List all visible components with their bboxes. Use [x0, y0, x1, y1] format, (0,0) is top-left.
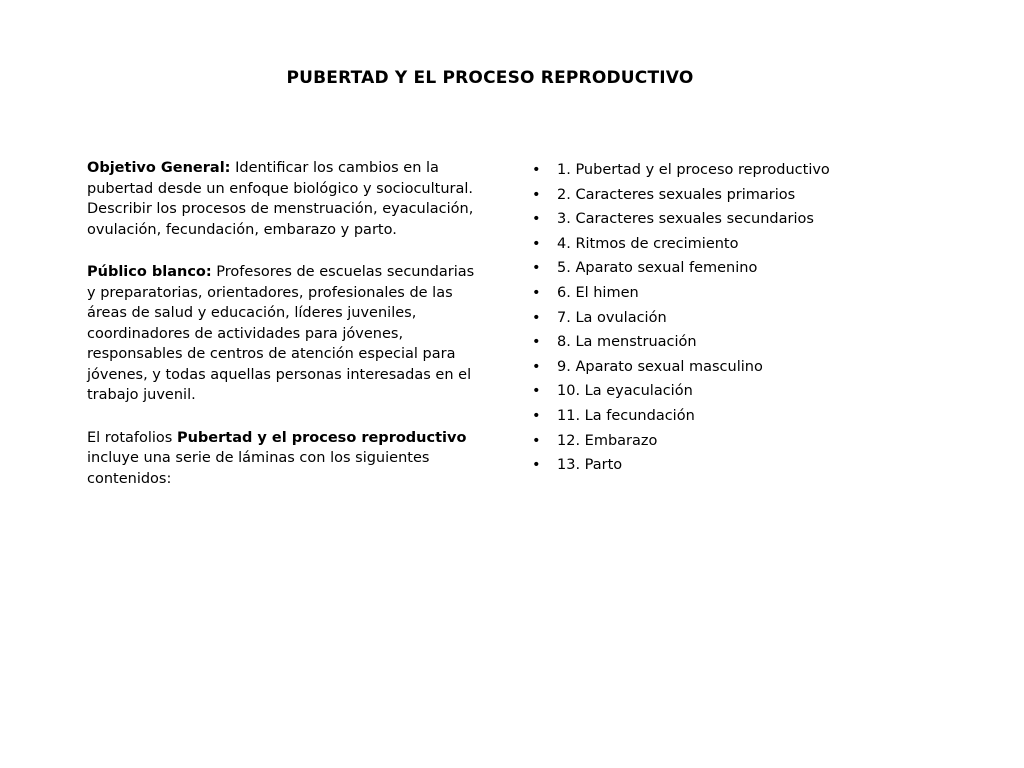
contents-item-label: 4. Ritmos de crecimiento [557, 235, 739, 252]
bullet-icon: • [532, 407, 541, 424]
description-column [87, 158, 487, 511]
contents-item-label: 12. Embarazo [557, 432, 658, 449]
bullet-icon: • [532, 186, 541, 203]
contents-item [532, 232, 952, 257]
bullet-icon: • [532, 457, 541, 474]
contents-item [532, 183, 952, 208]
objective-paragraph [87, 158, 487, 240]
bullet-icon: • [532, 383, 541, 400]
contents-item [532, 158, 952, 183]
bullet-icon: • [532, 309, 541, 326]
audience-label: Público blanco: [87, 264, 212, 280]
contents-item-label: 5. Aparato sexual femenino [557, 260, 758, 277]
bullet-icon: • [532, 334, 541, 351]
contents-item [532, 306, 952, 331]
contents-item-label: 6. El himen [557, 284, 639, 301]
contents-item-label: 1. Pubertad y el proceso reproductivo [557, 162, 830, 178]
contents-item [532, 355, 952, 380]
intro-suffix: incluye una serie de láminas con los siguientes contenidos: [87, 450, 430, 487]
contents-item [532, 379, 952, 404]
objective-text: Identificar los cambios en la pubertad desde un enfoque biológico y sociocultural. Describir los procesos de menstruación, eyaculación, ovulación, fecundación, embarazo y parto. [87, 160, 474, 238]
contents-item-label: 13. Parto [557, 457, 623, 474]
bullet-icon: • [532, 162, 541, 178]
contents-item [532, 429, 952, 454]
contents-item-label: 11. La fecundación [557, 407, 695, 424]
bullet-icon: • [532, 284, 541, 301]
contents-column [532, 158, 952, 478]
contents-list [532, 158, 952, 478]
audience-text: Profesores de escuelas secundarias y preparatorias, orientadores, profesionales de las áreas de salud y educación, líderes juveniles, coordinadores de actividades para jóvenes, responsables de centros de atención especial para jóvenes, y todas aquellas personas interesadas en el trabajo juvenil. [87, 264, 475, 403]
bullet-icon: • [532, 432, 541, 449]
contents-item [532, 281, 952, 306]
contents-item [532, 453, 952, 478]
bullet-icon: • [532, 211, 541, 228]
intro-prefix: El rotafolios [87, 429, 177, 446]
contents-item [532, 330, 952, 355]
contents-item-label: 2. Caracteres sexuales primarios [557, 186, 796, 203]
contents-item-label: 8. La menstruación [557, 334, 697, 351]
contents-item [532, 404, 952, 429]
contents-item [532, 256, 952, 281]
intro-bold-title: Pubertad y el proceso reproductivo [176, 429, 467, 446]
bullet-icon: • [532, 235, 541, 252]
contents-item-label: 3. Caracteres sexuales secundarios [557, 211, 814, 228]
page-title: PUBERTAD Y EL PROCESO REPRODUCTIVO [286, 68, 694, 88]
contents-item [532, 207, 952, 232]
intro-paragraph [87, 428, 487, 490]
contents-item-label: 7. La ovulación [557, 309, 667, 326]
contents-item-label: 9. Aparato sexual masculino [557, 358, 763, 375]
contents-item-label: 10. La eyaculación [557, 383, 693, 400]
objective-label: Objetivo General: [87, 160, 231, 176]
bullet-icon: • [532, 358, 541, 375]
audience-paragraph [87, 262, 487, 406]
bullet-icon: • [532, 260, 541, 277]
